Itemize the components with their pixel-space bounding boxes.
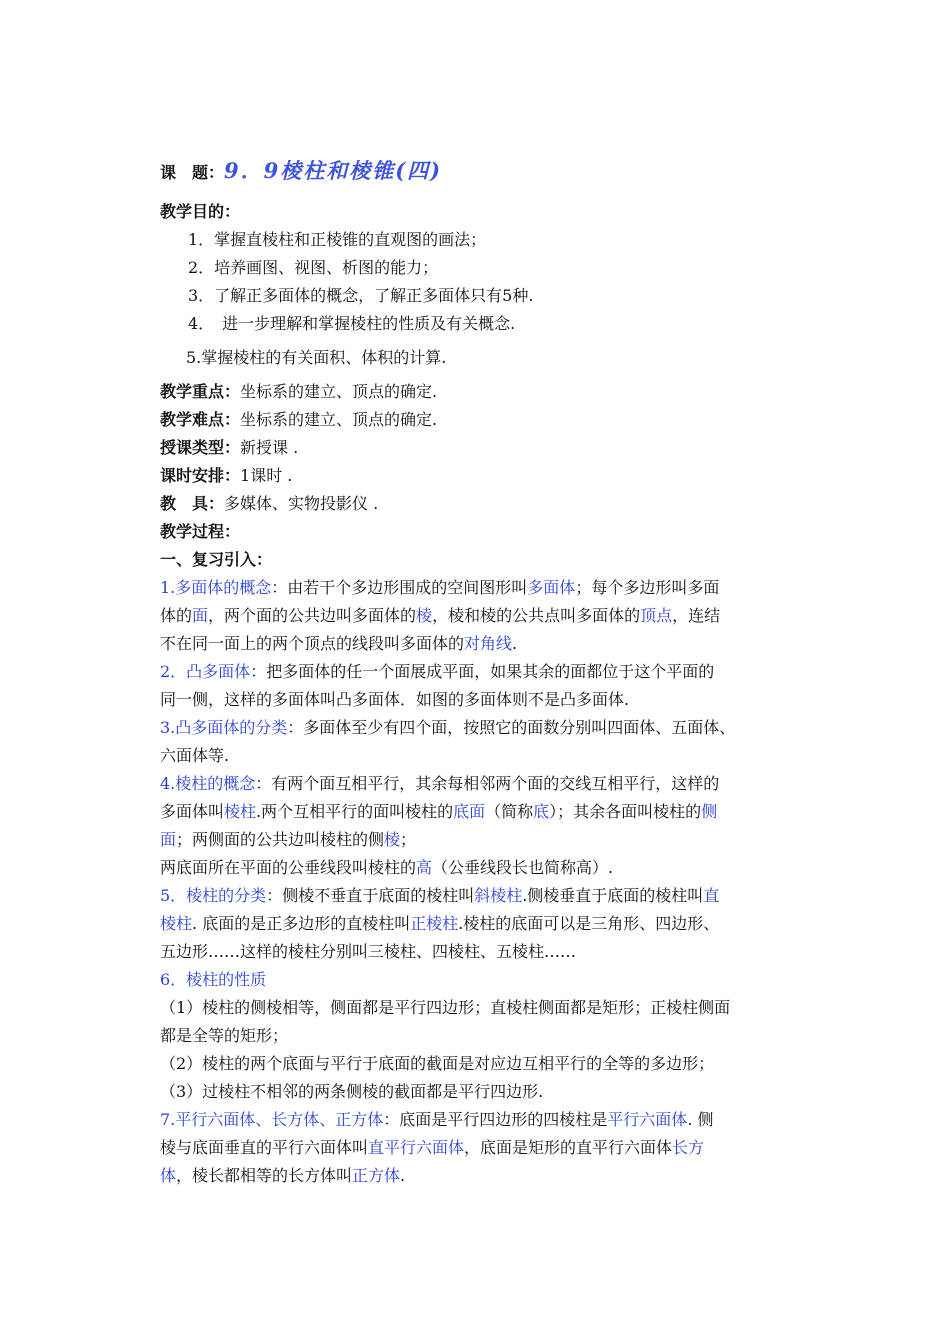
meta-label: 授课类型： <box>160 438 241 457</box>
term: 底面 <box>453 802 486 821</box>
meta-label: 教学难点： <box>160 410 241 429</box>
term: 直平行六面体 <box>368 1138 465 1157</box>
para-3-line-1 <box>160 714 800 742</box>
text: ；两侧面的公共边叫棱柱的侧 <box>176 830 385 849</box>
term: 多面体 <box>527 578 576 597</box>
text: 体的 <box>160 606 193 625</box>
text: （公垂线段长也简称高）. <box>432 858 614 877</box>
term: 直 <box>703 886 720 905</box>
document-page <box>160 156 800 1190</box>
term: 棱柱 <box>224 802 257 821</box>
term: 平行六面体、长方体、正方体 <box>175 1110 384 1129</box>
process-heading: 教学过程： <box>160 522 241 541</box>
term: 对角线 <box>464 634 513 653</box>
para-6-line-4: （3）过棱柱不相邻的两条侧棱的截面都是平行四边形. <box>160 1082 544 1101</box>
meta-key-points <box>160 378 800 406</box>
para-4-line-3 <box>160 826 800 854</box>
para-4-line-1 <box>160 770 800 798</box>
term: 斜棱柱 <box>474 886 523 905</box>
text: ；每个多边形叫多面 <box>575 578 720 597</box>
term: 长方 <box>672 1138 705 1157</box>
meta-value: 坐标系的建立、顶点的确定. <box>240 382 438 401</box>
text: ； <box>400 830 417 849</box>
para-7-line-2 <box>160 1134 800 1162</box>
section-1-heading: 一、复习引入： <box>160 550 273 569</box>
para-4-line-4 <box>160 854 800 882</box>
para-5-line-3: 五边形……这样的棱柱分别叫三棱柱、四棱柱、五棱柱…… <box>160 942 577 961</box>
text: . <box>512 634 518 653</box>
text: （简称 <box>485 802 534 821</box>
text: . 底面的是正多边形的直棱柱叫 <box>192 914 411 933</box>
para-2-line-1 <box>160 658 800 686</box>
goal-item-2: 2．培养画图、视图、析图的能力； <box>188 258 439 277</box>
term: 体 <box>160 1166 177 1185</box>
term: 4.棱柱的概念 <box>160 774 256 793</box>
meta-value: 新授课 . <box>240 438 299 457</box>
text: ，两个面的公共边叫多面体的 <box>208 606 417 625</box>
text: ：底面是平行四边形的四棱柱是 <box>383 1110 608 1129</box>
term: 棱 <box>416 606 433 625</box>
goal-item-1: 1．掌握直棱柱和正棱锥的直观图的画法； <box>188 230 487 249</box>
text: 棱与底面垂直的平行六面体叫 <box>160 1138 369 1157</box>
meta-label: 教学重点： <box>160 382 241 401</box>
term: 面 <box>160 830 177 849</box>
meta-tools <box>160 490 800 518</box>
term: 面 <box>192 606 209 625</box>
text: ：多面体至少有四个面，按照它的面数分别叫四面体、五面体、 <box>287 718 736 737</box>
para-3-line-2: 六面体等. <box>160 746 230 765</box>
goals-heading: 教学目的： <box>160 202 241 221</box>
text: ，底面是矩形的直平行六面体 <box>464 1138 673 1157</box>
text: 不在同一面上的两个顶点的线段叫多面体的 <box>160 634 465 653</box>
para-5-line-1 <box>160 882 800 910</box>
para-6-line-1: （1）棱柱的侧棱相等，侧面都是平行四边形；直棱柱侧面都是矩形；正棱柱侧面 <box>160 998 731 1017</box>
text: ：由若干个多边形围成的空间图形叫 <box>271 578 528 597</box>
term: 3.凸多面体的分类 <box>160 718 288 737</box>
meta-lesson-type <box>160 434 800 462</box>
text: ，棱和棱的公共点叫多面体的 <box>432 606 641 625</box>
term: 正棱柱 <box>410 914 459 933</box>
para-6-heading: 6．棱柱的性质 <box>160 970 267 989</box>
text: ）；其余各面叫棱柱的 <box>549 802 702 821</box>
text: .棱柱的底面可以是三角形、四边形、 <box>458 914 720 933</box>
para-7-line-3 <box>160 1162 800 1190</box>
para-2-line-2: 同一侧，这样的多面体叫凸多面体．如图的多面体则不是凸多面体. <box>160 690 630 709</box>
goal-item-5: 5.掌握棱柱的有关面积、体积的计算. <box>186 348 447 367</box>
goal-item-4: 4． 进一步理解和掌握棱柱的性质及有关概念. <box>188 314 516 333</box>
goal-item-3: 3．了解正多面体的概念，了解正多面体只有5种. <box>188 286 534 305</box>
text: .侧棱垂直于底面的棱柱叫 <box>522 886 704 905</box>
meta-schedule <box>160 462 800 490</box>
term: 平行六面体 <box>607 1110 688 1129</box>
lesson-title-row <box>160 156 800 188</box>
para-6-line-3: （2）棱柱的两个底面与平行于底面的截面是对应边互相平行的全等的多边形； <box>160 1054 715 1073</box>
term: 多面体的概念 <box>175 578 272 597</box>
text: ，连结 <box>672 606 721 625</box>
term: 顶点 <box>640 606 673 625</box>
text: . <box>400 1166 406 1185</box>
meta-value: 多媒体、实物投影仪 . <box>224 494 379 513</box>
lesson-title-label: 课 题： <box>160 163 225 182</box>
term: 2．凸多面体 <box>160 662 251 681</box>
lesson-title: 9．9棱柱和棱锥(四) <box>224 158 443 183</box>
meta-value: 1课时 . <box>240 466 293 485</box>
text: ：把多面体的任一个面展成平面，如果其余的面都位于这个平面的 <box>250 662 715 681</box>
term: 5．棱柱的分类 <box>160 886 267 905</box>
term: 棱柱 <box>160 914 193 933</box>
text: .两个互相平行的面叫棱柱的 <box>256 802 454 821</box>
para-6-line-2: 都是全等的矩形； <box>160 1026 289 1045</box>
text: ：有两个面互相平行，其余每相邻两个面的交线互相平行，这样的 <box>255 774 720 793</box>
meta-label: 课时安排： <box>160 466 241 485</box>
item-number: 1. <box>160 578 176 597</box>
text: 两底面所在平面的公垂线段叫棱柱的 <box>160 858 417 877</box>
term: 高 <box>416 858 433 877</box>
text: ：侧棱不垂直于底面的棱柱叫 <box>266 886 475 905</box>
text: 多面体叫 <box>160 802 225 821</box>
para-4-line-2 <box>160 798 800 826</box>
term: 棱 <box>384 830 401 849</box>
para-1-line-3 <box>160 630 800 658</box>
term: 底 <box>533 802 550 821</box>
meta-difficulties <box>160 406 800 434</box>
para-1-line-2 <box>160 602 800 630</box>
para-1-line-1 <box>160 574 800 602</box>
para-7-line-1 <box>160 1106 800 1134</box>
meta-value: 坐标系的建立、顶点的确定. <box>240 410 438 429</box>
term: 正方体 <box>352 1166 401 1185</box>
term: 侧 <box>701 802 718 821</box>
text: ，棱长都相等的长方体叫 <box>176 1166 353 1185</box>
para-5-line-2 <box>160 910 800 938</box>
item-number: 7. <box>160 1110 176 1129</box>
meta-label: 教 具： <box>160 494 225 513</box>
text: . 侧 <box>687 1110 714 1129</box>
